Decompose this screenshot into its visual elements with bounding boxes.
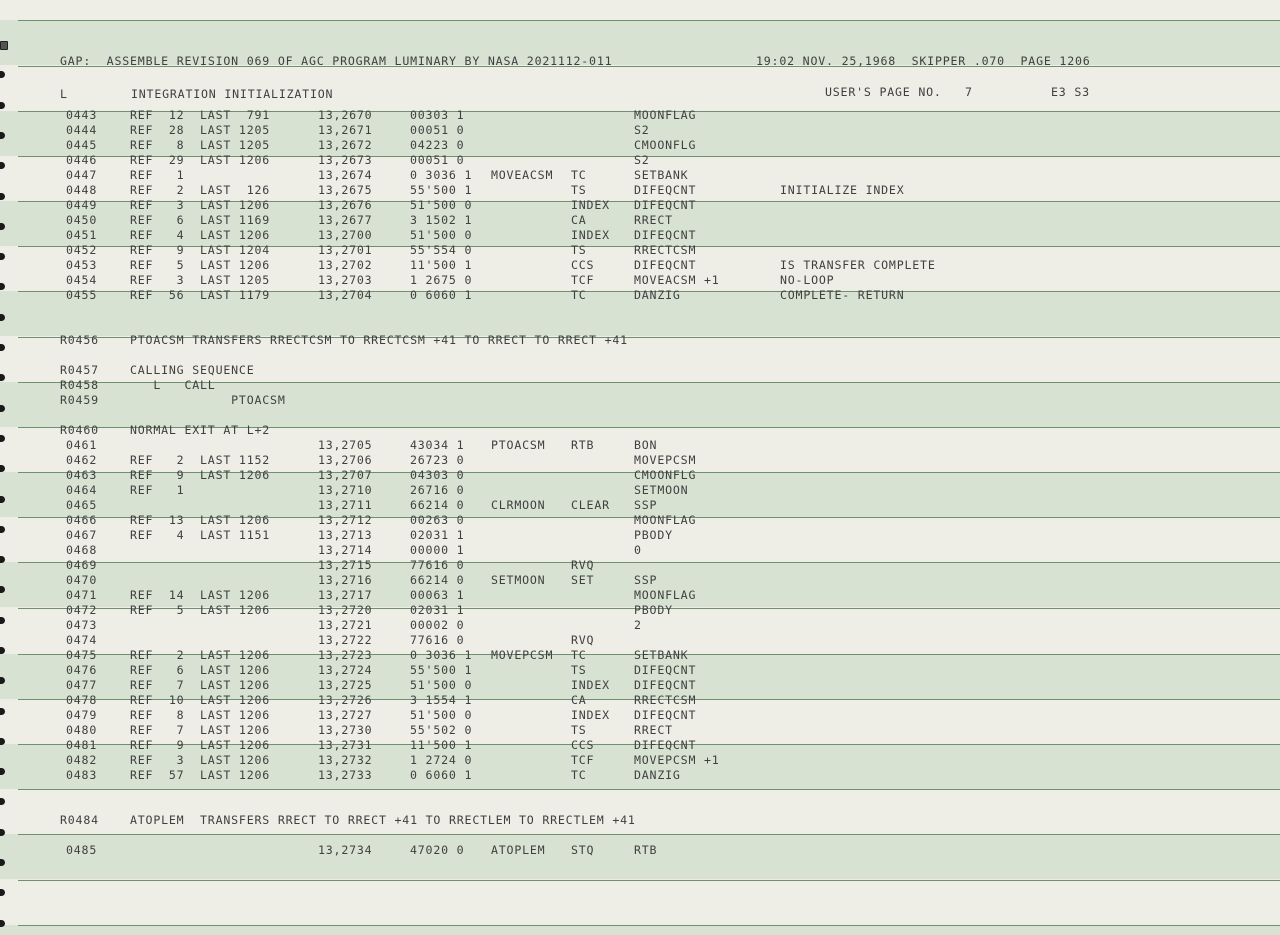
line-number: 0472	[66, 603, 98, 617]
reference-info: REF 2 LAST 1152	[130, 453, 271, 467]
line-number: R0456	[60, 333, 99, 347]
comment: IS TRANSFER COMPLETE	[780, 258, 936, 272]
line-number: 0451	[66, 228, 98, 242]
reference-info: REF 10 LAST 1206	[130, 693, 271, 707]
octal-word: 00051 0	[410, 153, 465, 167]
reference-info: REF 1	[130, 483, 185, 497]
code-line	[0, 273, 1280, 288]
memory-address: 13,2704	[318, 288, 373, 302]
remark-line	[0, 378, 1280, 393]
memory-address: 13,2701	[318, 243, 373, 257]
octal-word: 00063 1	[410, 588, 465, 602]
octal-word: 51'500 0	[410, 228, 473, 242]
operand: SETBANK	[634, 168, 689, 182]
code-line	[0, 513, 1280, 528]
reference-info: REF 5 LAST 1206	[130, 258, 271, 272]
octal-word: 55'554 0	[410, 243, 473, 257]
line-number: 0446	[66, 153, 98, 167]
reference-info: REF 56 LAST 1179	[130, 288, 271, 302]
line-number: 0464	[66, 483, 98, 497]
operand: DIFEQCNT	[634, 183, 697, 197]
band-rule	[18, 20, 1280, 21]
octal-word: 43034 1	[410, 438, 465, 452]
octal-word: 00000 1	[410, 543, 465, 557]
opcode: SET	[571, 573, 595, 587]
memory-address: 13,2700	[318, 228, 373, 242]
line-number: 0469	[66, 558, 98, 572]
remark-text: PTOACSM TRANSFERS RRECTCSM TO RRECTCSM +41 TO RRECT TO RRECT +41	[130, 333, 628, 347]
operand: BON	[634, 438, 658, 452]
line-number: 0480	[66, 723, 98, 737]
opcode: INDEX	[571, 678, 610, 692]
memory-address: 13,2720	[318, 603, 373, 617]
octal-word: 0 6060 1	[410, 288, 473, 302]
memory-address: 13,2732	[318, 753, 373, 767]
line-number: 0461	[66, 438, 98, 452]
line-number: R0457	[60, 363, 99, 377]
code-line	[0, 843, 1280, 858]
line-number: 0485	[66, 843, 98, 857]
reference-info: REF 4 LAST 1206	[130, 228, 271, 242]
operand: DIFEQCNT	[634, 708, 697, 722]
memory-address: 13,2675	[318, 183, 373, 197]
memory-address: 13,2673	[318, 153, 373, 167]
reference-info: REF 4 LAST 1151	[130, 528, 271, 542]
opcode: STQ	[571, 843, 595, 857]
memory-address: 13,2712	[318, 513, 373, 527]
memory-address: 13,2716	[318, 573, 373, 587]
memory-address: 13,2717	[318, 588, 373, 602]
reference-info: REF 5 LAST 1206	[130, 603, 271, 617]
code-line	[0, 258, 1280, 273]
comment: COMPLETE- RETURN	[780, 288, 905, 302]
opcode: TC	[571, 168, 587, 182]
reference-info: REF 9 LAST 1206	[130, 468, 271, 482]
remark-line	[0, 333, 1280, 348]
octal-word: 51'500 0	[410, 198, 473, 212]
opcode: TS	[571, 243, 587, 257]
band-rule	[18, 925, 1280, 926]
code-line	[0, 693, 1280, 708]
memory-address: 13,2733	[318, 768, 373, 782]
remark-line	[0, 393, 1280, 408]
operand: DIFEQCNT	[634, 678, 697, 692]
page-code: E3 S3	[1051, 85, 1090, 99]
operand: DIFEQCNT	[634, 228, 697, 242]
opcode: CLEAR	[571, 498, 610, 512]
memory-address: 13,2702	[318, 258, 373, 272]
reference-info: REF 28 LAST 1205	[130, 123, 271, 137]
line-number: 0468	[66, 543, 98, 557]
line-number: 0466	[66, 513, 98, 527]
opcode: TS	[571, 723, 587, 737]
listing-header-left: GAP: ASSEMBLE REVISION 069 OF AGC PROGRAM LUMINARY BY NASA 2021112-011	[60, 54, 613, 68]
octal-word: 1 2675 0	[410, 273, 473, 287]
octal-word: 04223 0	[410, 138, 465, 152]
operand: SETBANK	[634, 648, 689, 662]
operand: DANZIG	[634, 768, 681, 782]
opcode: INDEX	[571, 708, 610, 722]
memory-address: 13,2707	[318, 468, 373, 482]
line-number: 0482	[66, 753, 98, 767]
operand: MOONFLAG	[634, 108, 697, 122]
operand: MOONFLAG	[634, 588, 697, 602]
line-number: 0481	[66, 738, 98, 752]
operand: SSP	[634, 498, 658, 512]
opcode: TS	[571, 663, 587, 677]
octal-word: 66214 0	[410, 573, 465, 587]
octal-word: 0 6060 1	[410, 768, 473, 782]
comment: INITIALIZE INDEX	[780, 183, 905, 197]
opcode: RTB	[571, 438, 595, 452]
opcode: CCS	[571, 258, 595, 272]
line-number: 0477	[66, 678, 98, 692]
reference-info: REF 9 LAST 1206	[130, 738, 271, 752]
memory-address: 13,2722	[318, 633, 373, 647]
octal-word: 11'500 1	[410, 258, 473, 272]
operand: MOVEACSM +1	[634, 273, 720, 287]
octal-word: 55'500 1	[410, 183, 473, 197]
line-number: 0463	[66, 468, 98, 482]
memory-address: 13,2726	[318, 693, 373, 707]
operand: CMOONFLG	[634, 138, 697, 152]
line-number: 0449	[66, 198, 98, 212]
line-number: 0454	[66, 273, 98, 287]
memory-address: 13,2734	[318, 843, 373, 857]
reference-info: REF 6 LAST 1206	[130, 663, 271, 677]
line-number: 0455	[66, 288, 98, 302]
remark-line	[0, 363, 1280, 378]
octal-word: 51'500 0	[410, 708, 473, 722]
octal-word: 55'502 0	[410, 723, 473, 737]
code-line	[0, 663, 1280, 678]
greenbar-band	[0, 925, 1280, 935]
octal-word: 66214 0	[410, 498, 465, 512]
code-line	[0, 648, 1280, 663]
memory-address: 13,2706	[318, 453, 373, 467]
memory-address: 13,2677	[318, 213, 373, 227]
octal-word: 47020 0	[410, 843, 465, 857]
operand: DIFEQCNT	[634, 198, 697, 212]
line-number: 0453	[66, 258, 98, 272]
code-line	[0, 633, 1280, 648]
remark-text: L CALL	[130, 378, 216, 392]
line-number: R0458	[60, 378, 99, 392]
code-line	[0, 288, 1280, 303]
code-line	[0, 528, 1280, 543]
remark-text: ATOPLEM TRANSFERS RRECT TO RRECT +41 TO RRECTLEM TO RRECTLEM +41	[130, 813, 636, 827]
remark-text: PTOACSM	[130, 393, 286, 407]
octal-word: 02031 1	[410, 603, 465, 617]
code-line	[0, 468, 1280, 483]
operand: MOVEPCSM	[634, 453, 697, 467]
memory-address: 13,2723	[318, 648, 373, 662]
code-line	[0, 573, 1280, 588]
code-line	[0, 708, 1280, 723]
users-page-number: USER'S PAGE NO. 7	[825, 85, 973, 99]
operand: 2	[634, 618, 642, 632]
operand: MOONFLAG	[634, 513, 697, 527]
code-line	[0, 543, 1280, 558]
memory-address: 13,2731	[318, 738, 373, 752]
opcode: TCF	[571, 273, 595, 287]
operand: PBODY	[634, 528, 673, 542]
octal-word: 00002 0	[410, 618, 465, 632]
code-line	[0, 198, 1280, 213]
operand: CMOONFLG	[634, 468, 697, 482]
line-number: 0475	[66, 648, 98, 662]
line-number: 0462	[66, 453, 98, 467]
operand: RRECTCSM	[634, 243, 697, 257]
octal-word: 51'500 0	[410, 678, 473, 692]
memory-address: 13,2727	[318, 708, 373, 722]
opcode: TC	[571, 648, 587, 662]
memory-address: 13,2674	[318, 168, 373, 182]
octal-word: 26723 0	[410, 453, 465, 467]
operand: MOVEPCSM +1	[634, 753, 720, 767]
octal-word: 0 3036 1	[410, 648, 473, 662]
reference-info: REF 3 LAST 1206	[130, 753, 271, 767]
code-line	[0, 228, 1280, 243]
octal-word: 3 1502 1	[410, 213, 473, 227]
feed-hole	[0, 41, 8, 50]
reference-info: REF 57 LAST 1206	[130, 768, 271, 782]
reference-info: REF 13 LAST 1206	[130, 513, 271, 527]
opcode: RVQ	[571, 633, 595, 647]
opcode: CA	[571, 213, 587, 227]
operand: PBODY	[634, 603, 673, 617]
memory-address: 13,2705	[318, 438, 373, 452]
operand: RRECT	[634, 723, 673, 737]
memory-address: 13,2715	[318, 558, 373, 572]
code-line	[0, 738, 1280, 753]
code-line	[0, 498, 1280, 513]
code-line	[0, 108, 1280, 123]
operand: DIFEQCNT	[634, 258, 697, 272]
reference-info: REF 2 LAST 1206	[130, 648, 271, 662]
memory-address: 13,2725	[318, 678, 373, 692]
line-number: 0443	[66, 108, 98, 122]
octal-word: 00303 1	[410, 108, 465, 122]
remark-text: NORMAL EXIT AT L+2	[130, 423, 271, 437]
line-number: R0460	[60, 423, 99, 437]
octal-word: 11'500 1	[410, 738, 473, 752]
memory-address: 13,2703	[318, 273, 373, 287]
reference-info: REF 2 LAST 126	[130, 183, 271, 197]
symbol-label: MOVEACSM	[491, 168, 554, 182]
code-line	[0, 153, 1280, 168]
remark-line	[0, 813, 1280, 828]
code-line	[0, 723, 1280, 738]
comment: NO-LOOP	[780, 273, 835, 287]
code-line	[0, 438, 1280, 453]
line-number: 0476	[66, 663, 98, 677]
section-title: INTEGRATION INITIALIZATION	[131, 87, 334, 101]
operand: RRECT	[634, 213, 673, 227]
symbol-label: SETMOON	[491, 573, 546, 587]
symbol-label: ATOPLEM	[491, 843, 546, 857]
reference-info: REF 8 LAST 1205	[130, 138, 271, 152]
octal-word: 00051 0	[410, 123, 465, 137]
reference-info: REF 7 LAST 1206	[130, 678, 271, 692]
memory-address: 13,2713	[318, 528, 373, 542]
opcode: RVQ	[571, 558, 595, 572]
code-line	[0, 453, 1280, 468]
operand: SSP	[634, 573, 658, 587]
line-number: 0465	[66, 498, 98, 512]
octal-word: 55'500 1	[410, 663, 473, 677]
line-number: 0467	[66, 528, 98, 542]
band-rule	[18, 880, 1280, 881]
code-line	[0, 753, 1280, 768]
opcode: TS	[571, 183, 587, 197]
operand: RTB	[634, 843, 658, 857]
operand: DANZIG	[634, 288, 681, 302]
line-number: 0479	[66, 708, 98, 722]
octal-word: 77616 0	[410, 558, 465, 572]
line-number: R0484	[60, 813, 99, 827]
band-rule	[18, 834, 1280, 835]
opcode: INDEX	[571, 228, 610, 242]
memory-address: 13,2721	[318, 618, 373, 632]
memory-address: 13,2676	[318, 198, 373, 212]
reference-info: REF 6 LAST 1169	[130, 213, 271, 227]
octal-word: 04303 0	[410, 468, 465, 482]
code-line	[0, 678, 1280, 693]
symbol-label: CLRMOON	[491, 498, 546, 512]
opcode: INDEX	[571, 198, 610, 212]
line-number: 0471	[66, 588, 98, 602]
line-number: 0452	[66, 243, 98, 257]
operand: DIFEQCNT	[634, 738, 697, 752]
reference-info: REF 8 LAST 1206	[130, 708, 271, 722]
memory-address: 13,2724	[318, 663, 373, 677]
operand: S2	[634, 123, 650, 137]
feed-hole	[0, 71, 5, 78]
code-line	[0, 768, 1280, 783]
reference-info: REF 12 LAST 791	[130, 108, 271, 122]
reference-info: REF 3 LAST 1205	[130, 273, 271, 287]
line-number: 0444	[66, 123, 98, 137]
reference-info: REF 14 LAST 1206	[130, 588, 271, 602]
code-line	[0, 138, 1280, 153]
line-number: 0448	[66, 183, 98, 197]
line-number: R0459	[60, 393, 99, 407]
code-line	[0, 213, 1280, 228]
reference-info: REF 7 LAST 1206	[130, 723, 271, 737]
remark-line	[0, 423, 1280, 438]
octal-word: 3 1554 1	[410, 693, 473, 707]
opcode: CA	[571, 693, 587, 707]
symbol-label: PTOACSM	[491, 438, 546, 452]
reference-info: REF 1	[130, 168, 185, 182]
operand: RRECTCSM	[634, 693, 697, 707]
reference-info: REF 3 LAST 1206	[130, 198, 271, 212]
listing-header-right: 19:02 NOV. 25,1968 SKIPPER .070 PAGE 1206	[756, 54, 1091, 68]
line-number: 0473	[66, 618, 98, 632]
memory-address: 13,2672	[318, 138, 373, 152]
memory-address: 13,2714	[318, 543, 373, 557]
line-number: 0478	[66, 693, 98, 707]
line-number: 0445	[66, 138, 98, 152]
code-line	[0, 183, 1280, 198]
octal-word: 1 2724 0	[410, 753, 473, 767]
opcode: TC	[571, 288, 587, 302]
octal-word: 00263 0	[410, 513, 465, 527]
opcode: CCS	[571, 738, 595, 752]
line-number: 0470	[66, 573, 98, 587]
code-line	[0, 483, 1280, 498]
operand: DIFEQCNT	[634, 663, 697, 677]
octal-word: 26716 0	[410, 483, 465, 497]
operand: 0	[634, 543, 642, 557]
memory-address: 13,2670	[318, 108, 373, 122]
operand: S2	[634, 153, 650, 167]
line-number: 0483	[66, 768, 98, 782]
memory-address: 13,2710	[318, 483, 373, 497]
band-rule	[18, 789, 1280, 790]
feed-hole	[0, 889, 5, 896]
memory-address: 13,2730	[318, 723, 373, 737]
memory-address: 13,2671	[318, 123, 373, 137]
code-line	[0, 558, 1280, 573]
code-line	[0, 123, 1280, 138]
feed-hole	[0, 798, 5, 805]
octal-word: 0 3036 1	[410, 168, 473, 182]
memory-address: 13,2711	[318, 498, 373, 512]
code-line	[0, 243, 1280, 258]
code-line	[0, 618, 1280, 633]
octal-word: 02031 1	[410, 528, 465, 542]
reference-info: REF 29 LAST 1206	[130, 153, 271, 167]
code-line	[0, 603, 1280, 618]
opcode: TC	[571, 768, 587, 782]
code-line	[0, 588, 1280, 603]
octal-word: 77616 0	[410, 633, 465, 647]
listing-mark: L	[60, 87, 68, 101]
line-number: 0474	[66, 633, 98, 647]
line-number: 0450	[66, 213, 98, 227]
operand: SETMOON	[634, 483, 689, 497]
symbol-label: MOVEPCSM	[491, 648, 554, 662]
reference-info: REF 9 LAST 1204	[130, 243, 271, 257]
line-number: 0447	[66, 168, 98, 182]
code-line	[0, 168, 1280, 183]
remark-text: CALLING SEQUENCE	[130, 363, 255, 377]
opcode: TCF	[571, 753, 595, 767]
